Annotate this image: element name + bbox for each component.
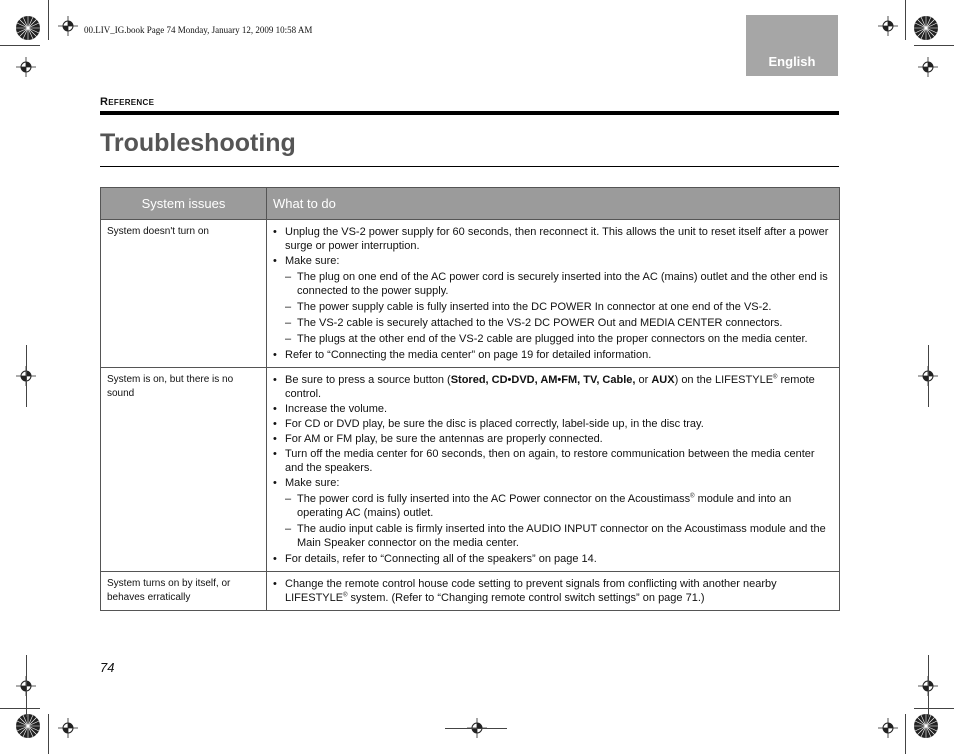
step-text: module and into an operating AC (mains) outlet.	[297, 493, 792, 519]
step-text: The audio input cable is firmly inserted into the AUDIO INPUT connector on the Acoustimass module and the Main Speaker connector on the media center.	[297, 523, 826, 549]
page-number: 74	[100, 660, 115, 675]
step-text: The power supply cable is fully inserted into the DC POWER In connector at one end of the VS-2.	[297, 301, 772, 313]
crop-line	[48, 0, 49, 40]
table-row	[101, 368, 840, 572]
step-text: system. (Refer to “Changing remote control switch settings” on page 71.)	[347, 592, 705, 604]
sub-step-list	[285, 492, 833, 550]
column-header-what-to-do: What to do	[267, 188, 840, 220]
step-text: Make sure:	[285, 477, 340, 489]
step-item	[273, 402, 833, 416]
crop-line	[928, 345, 929, 407]
step-text: Unplug the VS-2 power supply for 60 seconds, then reconnect it. This allows the unit to reset itself after a power surge or power interruption.	[285, 226, 829, 252]
crosshair-registration-icon	[58, 718, 78, 738]
step-item	[273, 432, 833, 446]
section-rule	[100, 111, 839, 115]
crosshair-registration-icon	[918, 57, 938, 77]
registered-mark: ®	[773, 374, 778, 381]
step-item	[273, 373, 833, 401]
column-header-system-issues: System issues	[101, 188, 267, 220]
section-label: Reference	[100, 96, 155, 108]
radial-star-target-icon	[913, 15, 939, 41]
issue-cell: System turns on by itself, or behaves erratically	[101, 572, 267, 611]
step-text: Change the remote control house code setting to prevent signals from conflicting with another nearby LIFESTYLE	[285, 578, 777, 604]
sub-step-item	[285, 316, 833, 330]
radial-star-target-icon	[15, 713, 41, 739]
sub-step-item	[285, 332, 833, 346]
crosshair-registration-icon	[878, 16, 898, 36]
table-header-row	[101, 188, 840, 220]
registered-mark: ®	[343, 592, 348, 599]
crosshair-registration-icon	[16, 57, 36, 77]
step-text: Refer to “Connecting the media center” on page 19 for detailed information.	[285, 349, 652, 361]
step-item	[273, 225, 833, 253]
step-text: remote control.	[285, 374, 815, 400]
step-text: Increase the volume.	[285, 403, 388, 415]
sub-step-item	[285, 270, 833, 298]
step-text: ) on the LIFESTYLE	[674, 374, 774, 386]
step-text: Be sure to press a source button (	[285, 374, 451, 386]
step-item	[273, 552, 833, 566]
crop-line	[0, 45, 40, 46]
step-item	[273, 348, 833, 362]
step-list	[273, 225, 833, 362]
table-row	[101, 220, 840, 368]
issue-cell: System is on, but there is no sound	[101, 368, 267, 572]
step-item	[273, 254, 833, 346]
crop-line	[914, 45, 954, 46]
crop-line	[905, 0, 906, 40]
step-list	[273, 373, 833, 566]
step-text: Turn off the media center for 60 seconds, then on again, to restore communication between the media center and the speakers.	[285, 448, 815, 474]
radial-star-target-icon	[913, 713, 939, 739]
sub-step-item	[285, 300, 833, 314]
sub-step-item	[285, 492, 833, 520]
crop-line	[26, 345, 27, 407]
issue-cell: System doesn't turn on	[101, 220, 267, 368]
step-text: For details, refer to “Connecting all of the speakers” on page 14.	[285, 553, 597, 565]
sub-step-item	[285, 522, 833, 550]
button-name-text: Stored, CD•DVD, AM•FM, TV, Cable,	[450, 374, 636, 386]
step-item	[273, 447, 833, 475]
table-row	[101, 572, 840, 611]
step-item	[273, 417, 833, 431]
button-name-text: AUX	[651, 374, 675, 386]
step-text: The plug on one end of the AC power cord is securely inserted into the AC (mains) outlet and the other end is connected to the power supply.	[297, 271, 828, 297]
solution-cell	[267, 368, 840, 572]
crop-line	[48, 714, 49, 754]
step-list	[273, 577, 833, 605]
sub-step-list	[285, 270, 833, 346]
crop-line	[0, 708, 40, 709]
step-text: For CD or DVD play, be sure the disc is placed correctly, label-side up, in the disc tray.	[285, 418, 704, 430]
step-text: For AM or FM play, be sure the antennas are properly connected.	[285, 433, 603, 445]
crosshair-registration-icon	[58, 16, 78, 36]
step-text: The plugs at the other end of the VS-2 cable are plugged into the proper connectors on the media center.	[297, 333, 808, 345]
step-text: or	[635, 374, 652, 386]
crop-line	[445, 728, 507, 729]
step-text: The power cord is fully inserted into the AC Power connector on the Acoustimass	[297, 493, 691, 505]
crop-line	[905, 714, 906, 754]
solution-cell	[267, 572, 840, 611]
language-tab: English	[746, 15, 838, 76]
troubleshooting-table	[100, 187, 840, 611]
step-text: The VS-2 cable is securely attached to the VS-2 DC POWER Out and MEDIA CENTER connectors.	[297, 317, 783, 329]
solution-cell	[267, 220, 840, 368]
step-text: Make sure:	[285, 255, 340, 267]
title-rule	[100, 166, 839, 167]
crosshair-registration-icon	[878, 718, 898, 738]
crop-line	[914, 708, 954, 709]
page-title: Troubleshooting	[100, 129, 296, 157]
file-header: 00.LIV_IG.book Page 74 Monday, January 12, 2009 10:58 AM	[84, 25, 313, 35]
radial-star-target-icon	[15, 15, 41, 41]
step-item	[273, 577, 833, 605]
step-item	[273, 476, 833, 550]
registered-mark: ®	[690, 493, 695, 500]
